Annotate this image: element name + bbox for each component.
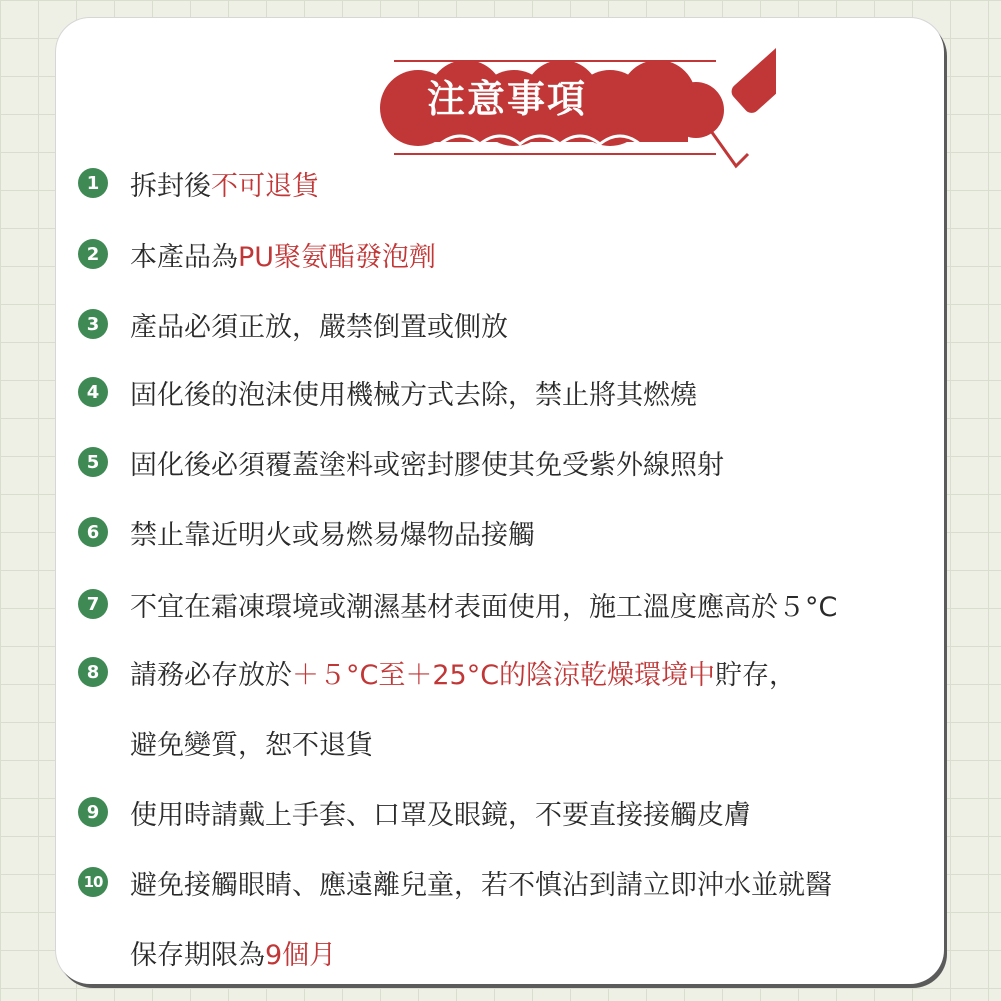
- list-item: [78, 512, 535, 552]
- item-text: 禁止靠近明火或易燃易爆物品接觸: [130, 519, 535, 551]
- item-text: 固化後必須覆蓋塗料或密封膠使其免受紫外線照射: [130, 449, 724, 481]
- shelf-life-value: 9個月: [265, 939, 337, 971]
- number-badge: 4: [78, 377, 108, 407]
- item-text: 貯存，: [715, 659, 797, 691]
- item-text: 請務必存放於: [130, 659, 292, 691]
- title-banner: [336, 36, 776, 176]
- item-text: 本產品為: [130, 241, 238, 273]
- item-highlight: PU聚氨酯發泡劑: [238, 241, 437, 273]
- list-item: [78, 163, 319, 203]
- list-item-continuation: 避免變質，恕不退貨: [130, 729, 373, 761]
- list-item: [78, 442, 724, 482]
- list-item: [78, 372, 697, 412]
- list-item: [78, 862, 832, 902]
- page-title: 注意事項: [426, 77, 587, 121]
- item-text: 固化後的泡沫使用機械方式去除，禁止將其燃燒: [130, 379, 697, 411]
- number-badge: 10: [78, 867, 108, 897]
- number-badge: 3: [78, 309, 108, 339]
- shelf-life-label: 保存期限為: [130, 939, 265, 971]
- item-text: 產品必須正放，嚴禁倒置或側放: [130, 311, 508, 343]
- list-item: [78, 304, 508, 344]
- number-badge: 8: [78, 657, 108, 687]
- number-badge: 9: [78, 797, 108, 827]
- shelf-life: [130, 932, 336, 972]
- item-text: 拆封後: [130, 170, 211, 202]
- list-item: [78, 584, 837, 624]
- item-text: 避免接觸眼睛、應遠離兒童，若不慎沾到請立即沖水並就醫: [130, 869, 832, 901]
- item-text: 不宜在霜凍環境或潮濕基材表面使用，施工溫度應高於５°C: [130, 591, 838, 623]
- list-item: [78, 652, 796, 692]
- list-item: [78, 792, 751, 832]
- number-badge: 6: [78, 517, 108, 547]
- item-highlight: 不可退貨: [211, 170, 319, 202]
- number-badge: 2: [78, 239, 108, 269]
- list-item: [78, 234, 436, 274]
- number-badge: 1: [78, 168, 108, 198]
- item-highlight: ＋５°C至＋25°C的陰涼乾燥環境中: [292, 659, 716, 691]
- number-badge: 5: [78, 447, 108, 477]
- number-badge: 7: [78, 589, 108, 619]
- item-text: 使用時請戴上手套、口罩及眼鏡，不要直接接觸皮膚: [130, 799, 751, 831]
